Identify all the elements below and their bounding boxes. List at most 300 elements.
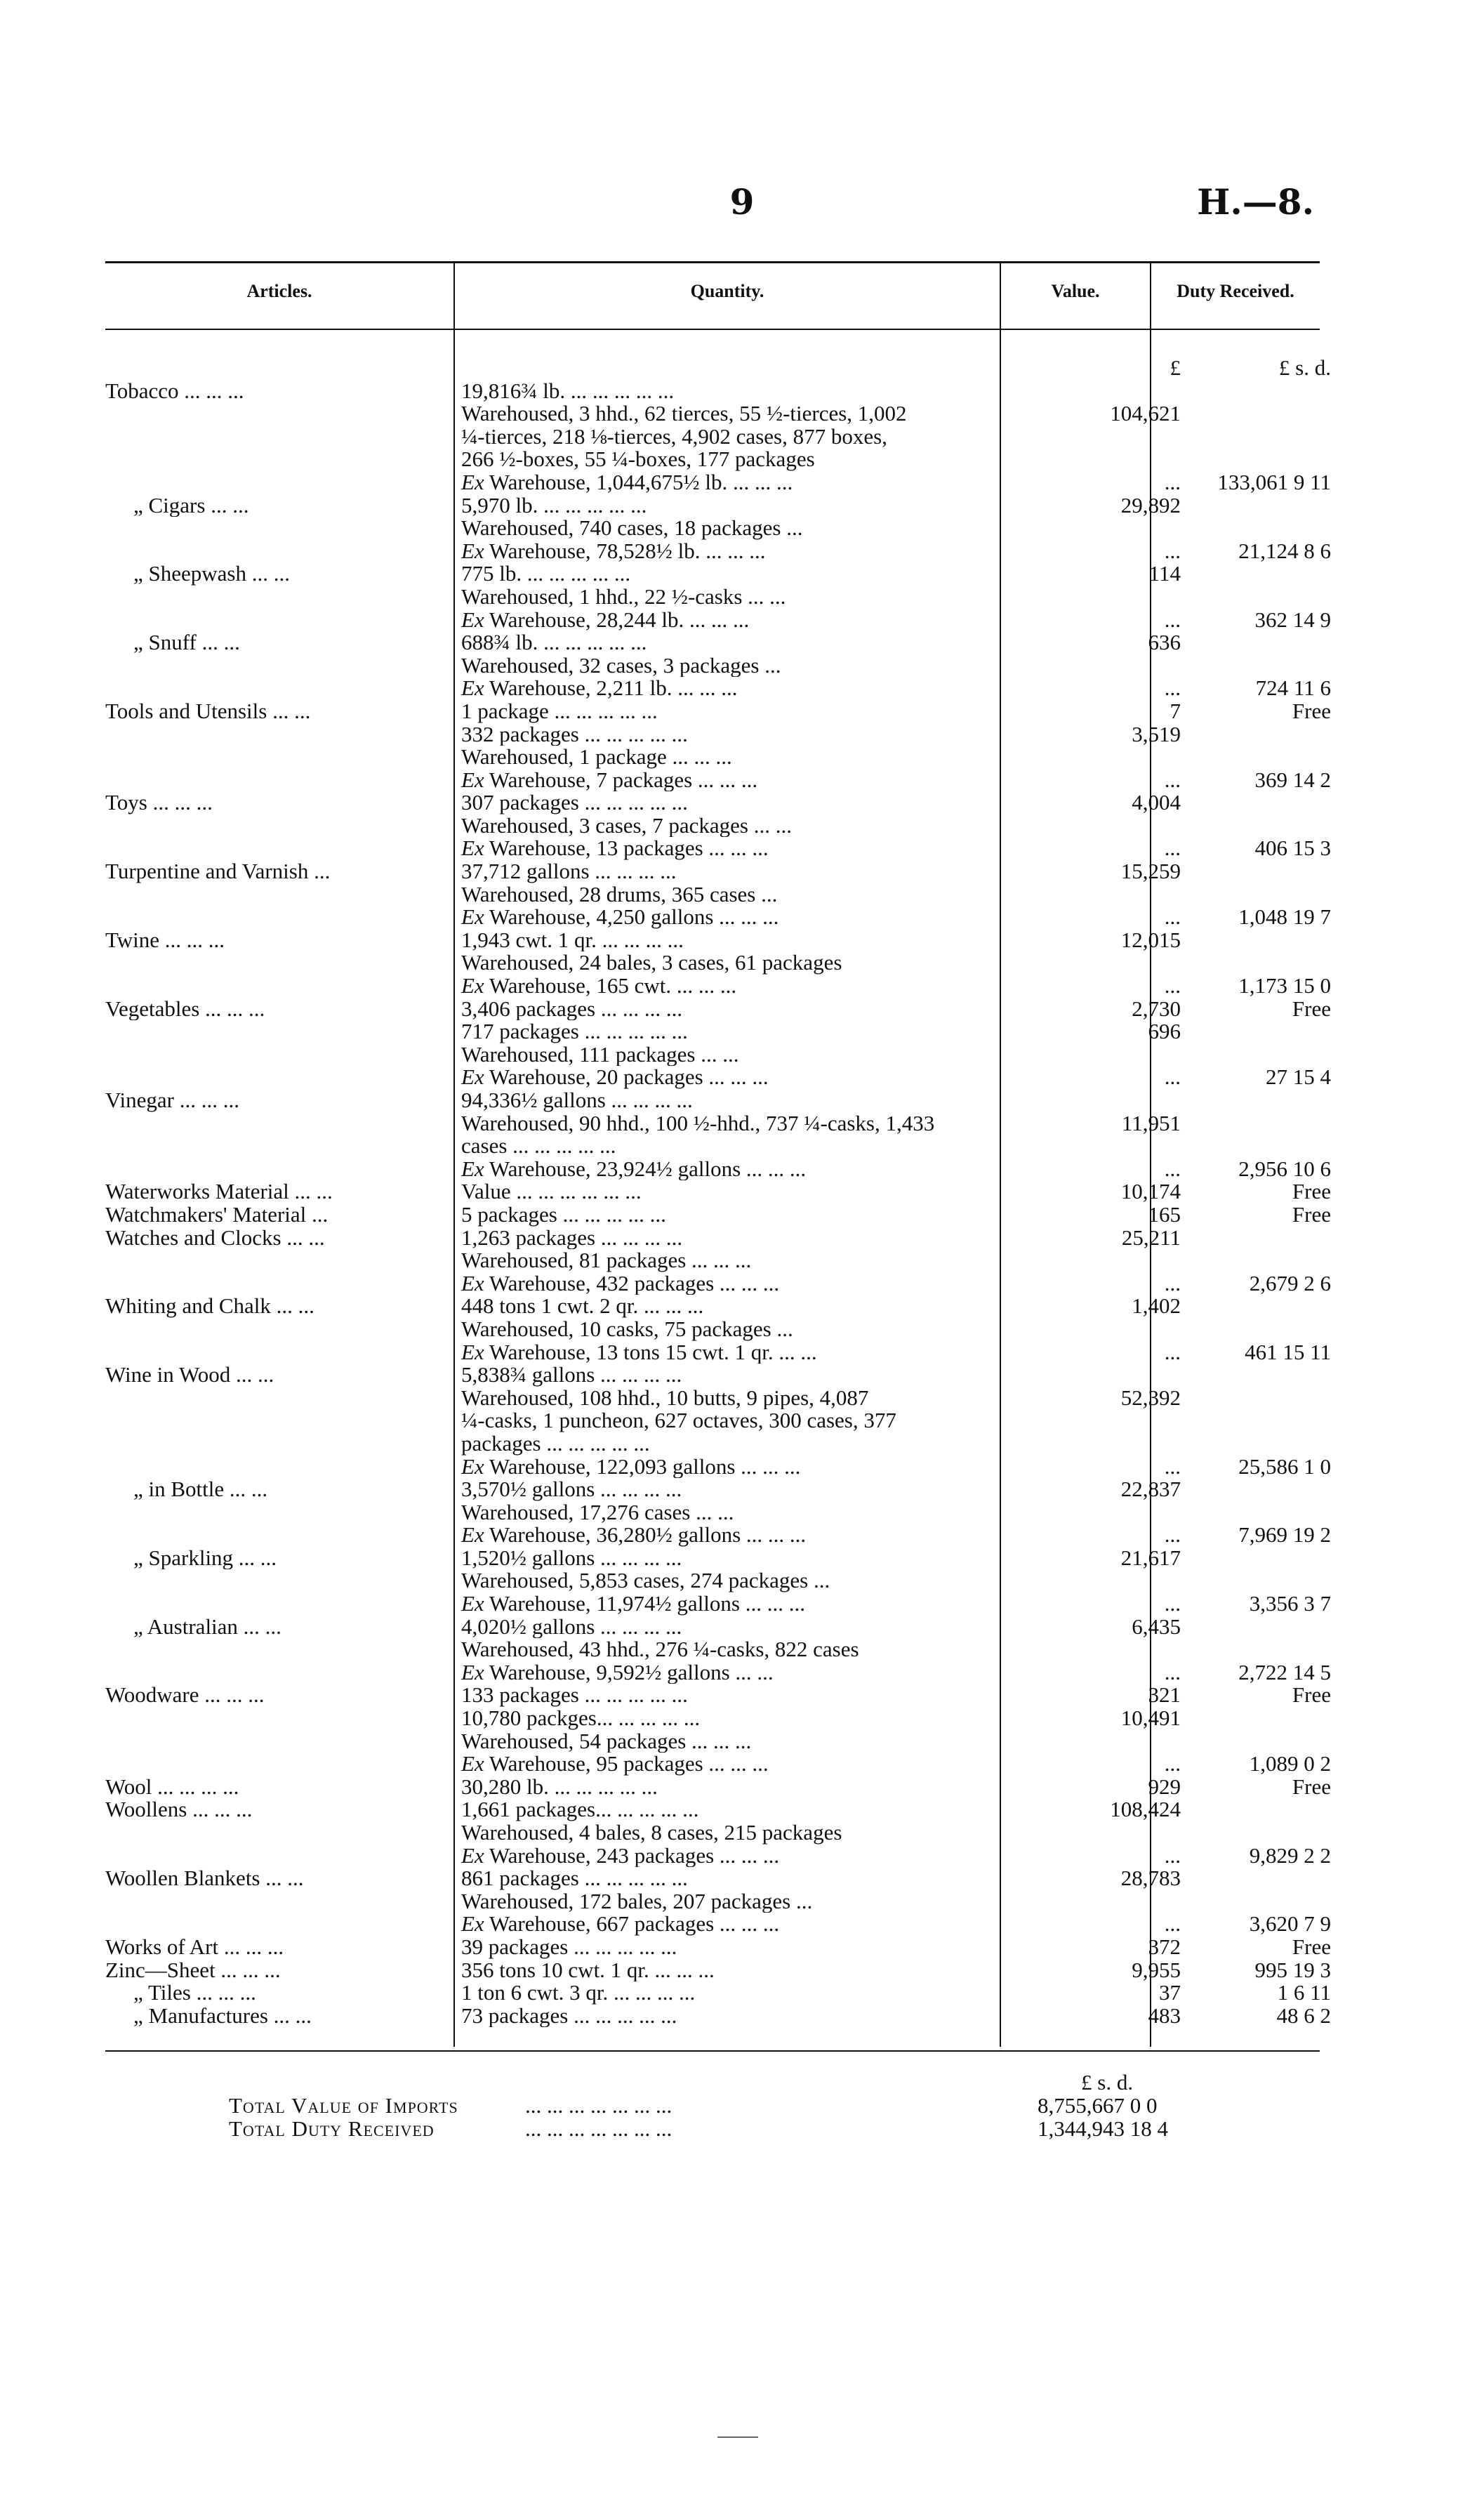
- article-cell: [105, 1707, 453, 1730]
- duty-cell: [1191, 791, 1331, 814]
- value-cell: 1,402: [1132, 1295, 1181, 1318]
- table-row: [105, 1020, 1331, 1043]
- table-row: [105, 1295, 1331, 1318]
- ex-prefix: Ex: [461, 677, 484, 700]
- quantity-text: Warehouse, 28,244 lb. ... ... ...: [484, 608, 750, 632]
- table-row: [105, 1776, 1331, 1799]
- value-cell: ...: [1164, 1272, 1181, 1295]
- duty-cell: Free: [1292, 1935, 1331, 1959]
- duty-cell: [1191, 1547, 1331, 1570]
- quantity-cell: Warehoused, 1 package ... ... ...: [461, 746, 732, 769]
- duty-cell: [1191, 1295, 1331, 1318]
- value-cell: [1071, 951, 1191, 975]
- value-cell: ...: [1164, 906, 1181, 929]
- ex-prefix: Ex: [461, 1913, 484, 1936]
- quantity-cell: [453, 906, 1071, 929]
- quantity-cell: 266 ½-boxes, 55 ¼-boxes, 177 packages: [461, 448, 815, 471]
- quantity-cell: 688¾ lb. ... ... ... ... ...: [461, 631, 647, 654]
- table-row: [105, 1867, 1331, 1890]
- quantity-cell: Warehoused, 172 bales, 207 packages ...: [461, 1889, 813, 1913]
- value-cell: 22,837: [1120, 1478, 1181, 1501]
- article-cell: [105, 1753, 453, 1776]
- quantity-cell: [453, 1272, 1071, 1295]
- duty-cell: [1191, 1730, 1331, 1753]
- duty-cell: [1191, 380, 1331, 403]
- table-row: [105, 1547, 1331, 1570]
- table-row: [105, 1501, 1331, 1524]
- value-cell: [1071, 1890, 1191, 1913]
- quantity-cell: 73 packages ... ... ... ... ...: [461, 2004, 677, 2028]
- value-cell: 7: [1170, 699, 1181, 723]
- table-bottom-rule: [105, 2050, 1320, 2052]
- quantity-text: Warehouse, 13 packages ... ... ...: [484, 837, 769, 861]
- ex-prefix: Ex: [461, 837, 484, 861]
- header-quantity: Quantity.: [690, 281, 764, 301]
- value-cell: [1071, 746, 1191, 769]
- quantity-text: Warehouse, 23,924½ gallons ... ... ...: [484, 1157, 807, 1181]
- table-row: [105, 586, 1331, 609]
- quantity-cell: ¼-casks, 1 puncheon, 627 octaves, 300 cases, 377: [461, 1409, 896, 1432]
- document-reference: H.—8.: [1197, 181, 1314, 223]
- quantity-cell: packages ... ... ... ... ...: [461, 1432, 650, 1456]
- duty-cell: 724 11 6: [1255, 677, 1331, 700]
- header-value: Value.: [1051, 281, 1100, 301]
- value-cell: ...: [1164, 768, 1181, 792]
- duty-cell: Free: [1292, 1203, 1331, 1227]
- header-duty: Duty Received.: [1177, 281, 1294, 301]
- article-cell: [105, 1524, 453, 1547]
- article-cell: Watchmakers' Material ...: [105, 1203, 329, 1227]
- article-cell: [105, 975, 453, 998]
- ex-prefix: Ex: [461, 1340, 484, 1364]
- quantity-cell: cases ... ... ... ... ...: [461, 1135, 616, 1158]
- table-row: [105, 448, 1331, 471]
- article-cell: Zinc—Sheet ... ... ...: [105, 1958, 281, 1982]
- quantity-cell: Warehoused, 3 cases, 7 packages ... ...: [461, 814, 792, 838]
- value-cell: 372: [1148, 1935, 1181, 1959]
- table-row: [105, 517, 1331, 540]
- duty-cell: [1191, 1387, 1331, 1410]
- duty-cell: 21,124 8 6: [1238, 539, 1331, 563]
- ex-prefix: Ex: [461, 975, 484, 998]
- value-cell: [1071, 1135, 1191, 1158]
- duty-cell: [1191, 448, 1331, 471]
- article-cell: Toys ... ... ...: [105, 791, 213, 814]
- table-row: [105, 540, 1331, 563]
- value-cell: [1071, 1043, 1191, 1067]
- article-cell: [105, 814, 453, 838]
- duty-cell: 1,048 19 7: [1238, 906, 1331, 929]
- ex-prefix: Ex: [461, 1524, 484, 1547]
- value-cell: 15,259: [1120, 860, 1181, 883]
- article-cell: Woollens ... ... ...: [105, 1798, 253, 1821]
- article-cell: [105, 746, 453, 769]
- value-cell: [1071, 1364, 1191, 1387]
- quantity-cell: [453, 1592, 1071, 1616]
- page-number: 9: [729, 181, 755, 223]
- value-cell: 321: [1148, 1684, 1181, 1708]
- duty-cell: [1191, 654, 1331, 678]
- article-cell: Turpentine and Varnish ...: [105, 860, 331, 883]
- quantity-cell: 39 packages ... ... ... ... ...: [461, 1935, 677, 1959]
- quantity-cell: Warehoused, 90 hhd., 100 ½-hhd., 737 ¼-casks, 1,433: [461, 1112, 935, 1135]
- ex-prefix: Ex: [461, 1844, 484, 1868]
- quantity-text: Warehouse, 122,093 gallons ... ... ...: [484, 1455, 801, 1479]
- quantity-cell: [453, 1913, 1071, 1936]
- table-row: [105, 998, 1331, 1021]
- duty-cell: [1191, 746, 1331, 769]
- quantity-cell: 717 packages ... ... ... ... ...: [461, 1020, 688, 1043]
- article-cell: [105, 1409, 453, 1432]
- article-cell: [105, 426, 453, 449]
- quantity-cell: Warehoused, 108 hhd., 10 butts, 9 pipes, 4,087: [461, 1386, 869, 1410]
- value-cell: [1071, 1638, 1191, 1661]
- duty-unit: £ s. d.: [1278, 355, 1331, 380]
- article-cell: [105, 471, 453, 494]
- table-row: [105, 1890, 1331, 1913]
- article-cell: [105, 837, 453, 860]
- quantity-text: Warehouse, 78,528½ lb. ... ... ...: [484, 539, 766, 563]
- article-cell: [105, 448, 453, 471]
- duty-cell: 9,829 2 2: [1249, 1844, 1331, 1868]
- value-cell: 9,955: [1132, 1958, 1181, 1982]
- ex-prefix: Ex: [461, 1592, 484, 1616]
- table-row: [105, 1249, 1331, 1272]
- article-cell: [105, 654, 453, 678]
- duty-cell: [1191, 1432, 1331, 1456]
- article-cell: [105, 1456, 453, 1479]
- ex-prefix: Ex: [461, 539, 484, 563]
- article-cell: [105, 609, 453, 632]
- table-row: [105, 1272, 1331, 1295]
- value-cell: 11,951: [1121, 1112, 1181, 1135]
- duty-cell: 1 6 11: [1277, 1981, 1331, 2005]
- article-cell: „ Cigars ... ...: [133, 494, 249, 517]
- value-cell: 104,621: [1110, 402, 1181, 426]
- table-row: [105, 814, 1331, 838]
- quantity-cell: 356 tons 10 cwt. 1 qr. ... ... ...: [461, 1958, 715, 1982]
- quantity-cell: 448 tons 1 cwt. 2 qr. ... ... ...: [461, 1295, 704, 1318]
- duty-cell: [1191, 951, 1331, 975]
- duty-cell: [1191, 1798, 1331, 1821]
- duty-cell: [1191, 883, 1331, 906]
- quantity-cell: 19,816¾ lb. ... ... ... ... ...: [461, 379, 675, 403]
- table-row: [105, 1432, 1331, 1456]
- quantity-cell: [453, 1661, 1071, 1684]
- quantity-text: Warehouse, 432 packages ... ... ...: [484, 1272, 780, 1295]
- table-row: [105, 1592, 1331, 1616]
- duty-cell: 25,586 1 0: [1238, 1455, 1331, 1479]
- total-duty-label: Total Duty Received: [229, 2116, 435, 2141]
- duty-cell: [1191, 1501, 1331, 1524]
- value-cell: [1071, 1501, 1191, 1524]
- article-cell: Tools and Utensils ... ...: [105, 699, 311, 723]
- duty-cell: [1191, 1821, 1331, 1845]
- article-cell: „ Australian ... ...: [133, 1615, 281, 1639]
- value-cell: [1071, 1089, 1191, 1112]
- quantity-cell: Warehoused, 3 hhd., 62 tierces, 55 ½-tierces, 1,002: [461, 402, 907, 426]
- units-row: [105, 348, 1331, 380]
- table-row: [105, 837, 1331, 860]
- value-cell: 10,491: [1120, 1707, 1181, 1730]
- totals-units: £ s. d.: [1081, 2070, 1134, 2095]
- ex-prefix: Ex: [461, 1661, 484, 1684]
- quantity-cell: 5 packages ... ... ... ... ...: [461, 1203, 666, 1227]
- total-duty-amount: 1,344,943 18 4: [1038, 2116, 1168, 2141]
- article-cell: [105, 906, 453, 929]
- table-row: [105, 1981, 1331, 2005]
- quantity-cell: [453, 1753, 1071, 1776]
- duty-cell: [1191, 860, 1331, 883]
- value-unit: £: [1170, 355, 1181, 380]
- quantity-cell: [453, 1845, 1071, 1868]
- quantity-text: Warehouse, 1,044,675½ lb. ... ... ...: [484, 470, 793, 494]
- duty-cell: [1191, 1409, 1331, 1432]
- value-cell: 10,174: [1120, 1180, 1181, 1203]
- value-cell: ...: [1164, 1157, 1181, 1181]
- duty-cell: [1191, 1135, 1331, 1158]
- value-cell: 52,392: [1120, 1386, 1181, 1410]
- table-row: [105, 791, 1331, 814]
- value-cell: ...: [1164, 677, 1181, 700]
- duty-cell: 461 15 11: [1245, 1340, 1331, 1364]
- quantity-cell: [453, 677, 1071, 700]
- duty-cell: [1191, 1364, 1331, 1387]
- ex-prefix: Ex: [461, 1272, 484, 1295]
- article-cell: [105, 402, 453, 426]
- article-cell: [105, 1272, 453, 1295]
- table-row: [105, 1821, 1331, 1845]
- quantity-cell: [453, 540, 1071, 563]
- table-row: [105, 1959, 1331, 1982]
- total-value-dots: ... ... ... ... ... ... ...: [525, 2093, 673, 2118]
- value-cell: [1071, 1318, 1191, 1341]
- article-cell: Tobacco ... ... ...: [105, 379, 244, 403]
- quantity-cell: Warehoused, 43 hhd., 276 ¼-casks, 822 cases: [461, 1638, 859, 1661]
- article-cell: [105, 883, 453, 906]
- article-cell: [105, 1387, 453, 1410]
- value-cell: ...: [1164, 1524, 1181, 1547]
- table-row: [105, 1456, 1331, 1479]
- duty-cell: Free: [1292, 699, 1331, 723]
- article-cell: Woollen Blankets ... ...: [105, 1867, 304, 1890]
- duty-cell: [1191, 1707, 1331, 1730]
- value-cell: ...: [1164, 608, 1181, 632]
- table-row: [105, 1616, 1331, 1639]
- article-cell: „ Sheepwash ... ...: [133, 562, 290, 586]
- table-row: [105, 654, 1331, 678]
- value-cell: 12,015: [1120, 928, 1181, 952]
- value-cell: ...: [1164, 470, 1181, 494]
- quantity-cell: [453, 769, 1071, 792]
- duty-cell: [1191, 1318, 1331, 1341]
- duty-cell: 2,679 2 6: [1249, 1272, 1331, 1295]
- duty-cell: [1191, 1112, 1331, 1135]
- table-row: [105, 723, 1331, 746]
- table-row: [105, 1684, 1331, 1707]
- duty-cell: 2,722 14 5: [1238, 1661, 1331, 1684]
- table-row: [105, 860, 1331, 883]
- quantity-cell: Value ... ... ... ... ... ...: [461, 1180, 642, 1203]
- value-cell: 2,730: [1132, 997, 1181, 1021]
- footer-rule: [717, 2436, 758, 2438]
- duty-cell: 2,956 10 6: [1238, 1157, 1331, 1181]
- duty-cell: [1191, 1227, 1331, 1250]
- quantity-text: Warehouse, 95 packages ... ... ...: [484, 1753, 769, 1776]
- table-row: [105, 1753, 1331, 1776]
- table-row: [105, 1180, 1331, 1203]
- article-cell: [105, 1821, 453, 1845]
- article-cell: „ in Bottle ... ...: [133, 1478, 268, 1501]
- duty-cell: 1,089 0 2: [1249, 1753, 1331, 1776]
- value-cell: ...: [1164, 1844, 1181, 1868]
- quantity-cell: 1 ton 6 cwt. 3 qr. ... ... ... ...: [461, 1981, 696, 2005]
- duty-cell: [1191, 1043, 1331, 1067]
- duty-cell: 362 14 9: [1254, 608, 1331, 632]
- quantity-cell: [453, 1158, 1071, 1181]
- value-cell: [1071, 654, 1191, 678]
- duty-cell: [1191, 586, 1331, 609]
- value-cell: [1071, 1569, 1191, 1592]
- quantity-text: Warehouse, 36,280½ gallons ... ... ...: [484, 1524, 807, 1547]
- quantity-cell: [453, 471, 1071, 494]
- article-cell: [105, 1318, 453, 1341]
- article-cell: [105, 951, 453, 975]
- quantity-cell: 775 lb. ... ... ... ... ...: [461, 562, 631, 586]
- table-row: [105, 746, 1331, 769]
- quantity-cell: Warehoused, 32 cases, 3 packages ...: [461, 654, 781, 678]
- imports-table: [105, 348, 1331, 2027]
- article-cell: „ Sparkling ... ...: [133, 1546, 277, 1570]
- quantity-text: Warehouse, 13 tons 15 cwt. 1 qr. ... ...: [484, 1340, 817, 1364]
- table-row: [105, 1478, 1331, 1501]
- table-row: [105, 1135, 1331, 1158]
- duty-cell: [1191, 517, 1331, 540]
- article-cell: [105, 1890, 453, 1913]
- quantity-cell: Warehoused, 5,853 cases, 274 packages ...: [461, 1569, 830, 1593]
- ex-prefix: Ex: [461, 470, 484, 494]
- article-cell: [105, 1569, 453, 1592]
- table-row: [105, 1158, 1331, 1181]
- table-row: [105, 677, 1331, 700]
- quantity-cell: [453, 1456, 1071, 1479]
- article-cell: [105, 1638, 453, 1661]
- article-cell: Woodware ... ... ...: [105, 1684, 265, 1708]
- article-cell: [105, 1341, 453, 1364]
- article-cell: „ Snuff ... ...: [133, 631, 240, 654]
- table-row: [105, 1203, 1331, 1227]
- article-cell: [105, 1249, 453, 1272]
- quantity-text: Warehouse, 11,974½ gallons ... ... ...: [484, 1592, 805, 1616]
- duty-cell: [1191, 1890, 1331, 1913]
- duty-cell: [1191, 1249, 1331, 1272]
- value-cell: [1071, 814, 1191, 838]
- article-cell: [105, 1913, 453, 1936]
- table-row: [105, 975, 1331, 998]
- quantity-cell: 861 packages ... ... ... ... ...: [461, 1867, 688, 1890]
- duty-cell: [1191, 1569, 1331, 1592]
- value-cell: 114: [1148, 562, 1181, 586]
- quantity-cell: [453, 1066, 1071, 1089]
- value-cell: [1071, 1730, 1191, 1753]
- quantity-cell: [453, 1341, 1071, 1364]
- table-row: [105, 929, 1331, 952]
- total-duty-dots: ... ... ... ... ... ... ...: [525, 2116, 673, 2141]
- quantity-cell: 10,780 packges... ... ... ... ...: [461, 1707, 701, 1730]
- table-row: [105, 1112, 1331, 1135]
- duty-cell: [1191, 723, 1331, 746]
- total-value-label: Total Value of Imports: [229, 2093, 458, 2118]
- table-row: [105, 1638, 1331, 1661]
- article-cell: [105, 1135, 453, 1158]
- quantity-cell: 1,661 packages... ... ... ... ...: [461, 1798, 699, 1821]
- value-cell: [1071, 426, 1191, 449]
- article-cell: [105, 1730, 453, 1753]
- value-cell: ...: [1164, 1066, 1181, 1089]
- table-row: [105, 1341, 1331, 1364]
- article-cell: [105, 517, 453, 540]
- table-row: [105, 951, 1331, 975]
- value-cell: 3,519: [1132, 723, 1181, 746]
- article-cell: Wool ... ... ... ...: [105, 1775, 239, 1799]
- value-cell: 108,424: [1110, 1798, 1181, 1821]
- duty-cell: [1191, 562, 1331, 586]
- table-header-rule: [105, 329, 1320, 330]
- value-cell: 25,211: [1121, 1226, 1181, 1250]
- duty-cell: [1191, 402, 1331, 426]
- table-row: [105, 1661, 1331, 1684]
- table-row: [105, 1364, 1331, 1387]
- table-row: [105, 1524, 1331, 1547]
- duty-cell: 995 19 3: [1254, 1958, 1331, 1982]
- value-cell: ...: [1164, 837, 1181, 861]
- article-cell: Watches and Clocks ... ...: [105, 1226, 325, 1250]
- article-cell: [105, 1592, 453, 1616]
- table-row: [105, 426, 1331, 449]
- table-row: [105, 1066, 1331, 1089]
- ex-prefix: Ex: [461, 1157, 484, 1181]
- quantity-cell: 3,406 packages ... ... ... ...: [461, 997, 683, 1021]
- duty-cell: [1191, 1478, 1331, 1501]
- duty-cell: Free: [1292, 1775, 1331, 1799]
- duty-cell: [1191, 814, 1331, 838]
- article-cell: [105, 677, 453, 700]
- quantity-text: Warehouse, 243 packages ... ... ...: [484, 1844, 780, 1868]
- quantity-cell: Warehoused, 81 packages ... ... ...: [461, 1249, 752, 1272]
- quantity-cell: 133 packages ... ... ... ... ...: [461, 1684, 688, 1708]
- duty-cell: [1191, 1089, 1331, 1112]
- table-row: [105, 1043, 1331, 1067]
- quantity-cell: Warehoused, 111 packages ... ...: [461, 1043, 739, 1067]
- duty-cell: [1191, 631, 1331, 654]
- duty-cell: [1191, 1020, 1331, 1043]
- value-cell: ...: [1164, 1340, 1181, 1364]
- header-articles: Articles.: [246, 281, 312, 301]
- article-cell: Waterworks Material ... ...: [105, 1180, 333, 1203]
- quantity-text: Warehouse, 20 packages ... ... ...: [484, 1066, 769, 1089]
- value-cell: [1071, 883, 1191, 906]
- value-cell: [1071, 1821, 1191, 1845]
- article-cell: „ Tiles ... ... ...: [133, 1981, 256, 2005]
- value-cell: 6,435: [1132, 1615, 1181, 1639]
- table-row: [105, 1730, 1331, 1753]
- duty-cell: 369 14 2: [1254, 768, 1331, 792]
- value-cell: 696: [1148, 1020, 1181, 1043]
- article-cell: Vinegar ... ... ...: [105, 1089, 239, 1112]
- table-top-rule: [105, 261, 1320, 263]
- quantity-cell: 307 packages ... ... ... ... ...: [461, 791, 688, 814]
- table-row: [105, 1387, 1331, 1410]
